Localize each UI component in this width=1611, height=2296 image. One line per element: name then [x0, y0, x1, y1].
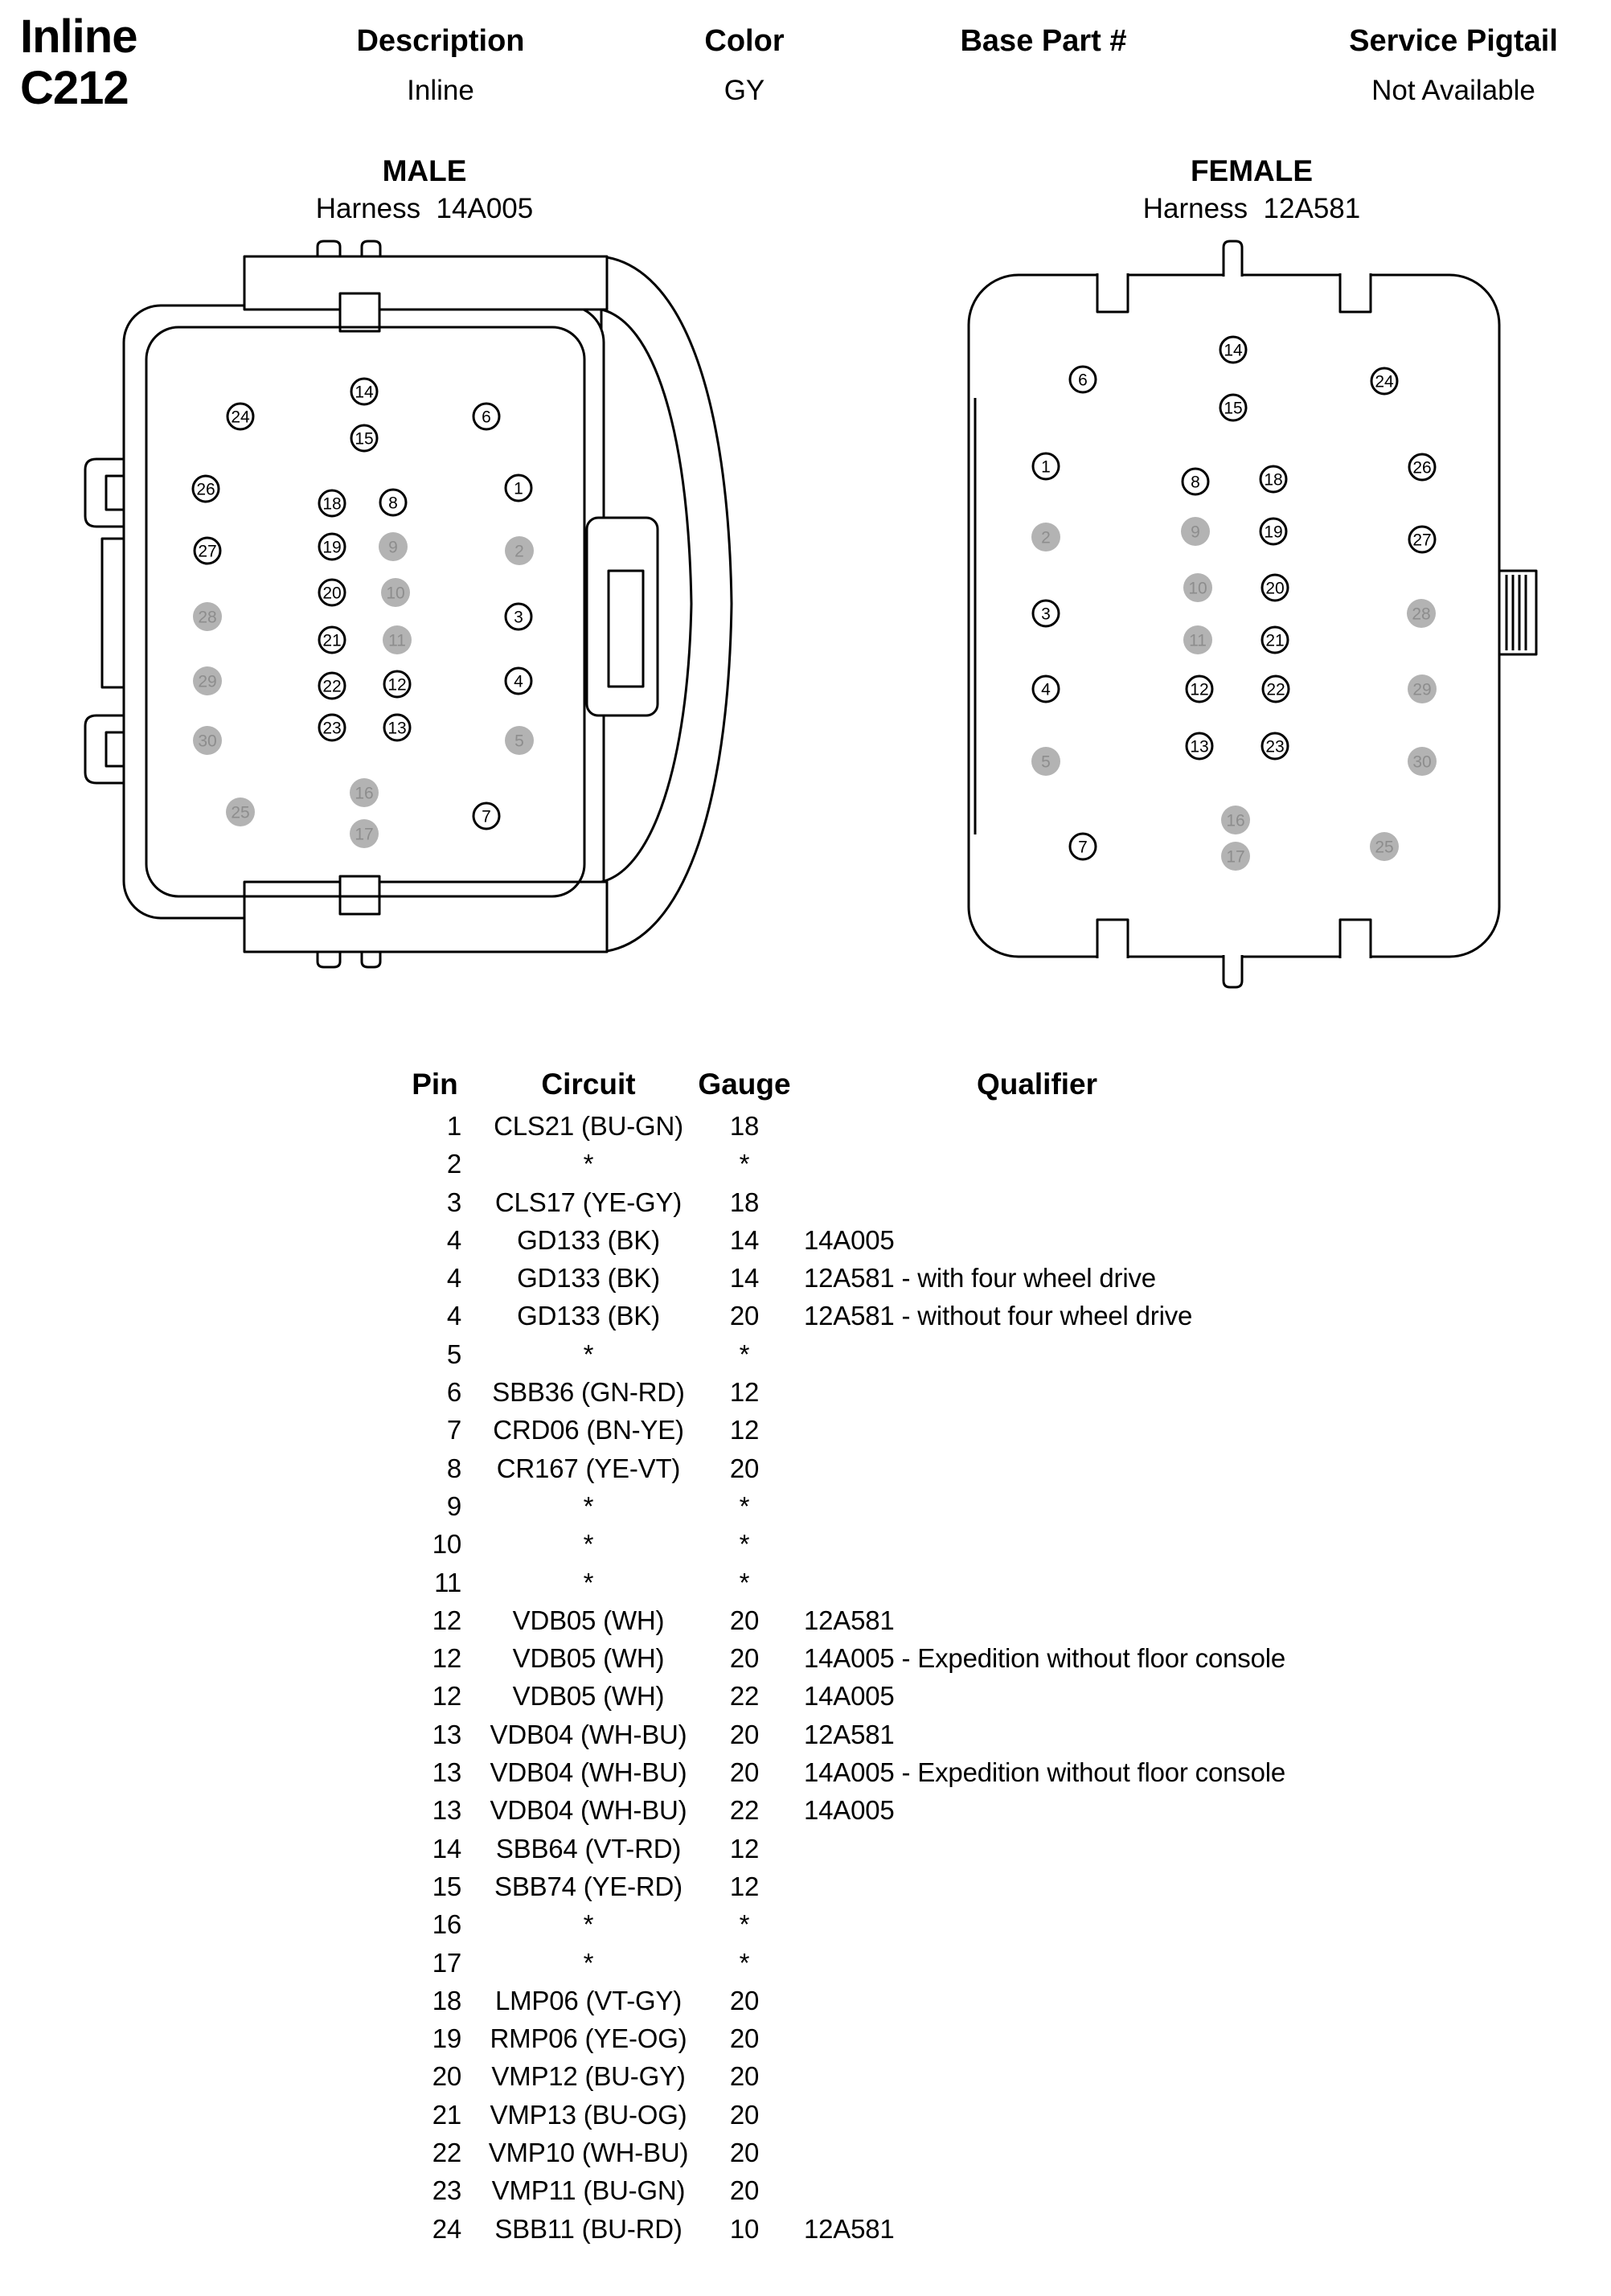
male-pin-16: [350, 778, 379, 807]
circuit-cell: CR167 (YE-VT): [496, 1453, 681, 1483]
qualifier-cell: 12A581 - without four wheel drive: [804, 1301, 1193, 1331]
table-row: [386, 1605, 1527, 1643]
female-pin-15: [1220, 395, 1246, 420]
svg-text:3: 3: [1041, 605, 1051, 624]
gauge-cell: *: [739, 1529, 750, 1560]
svg-text:6: 6: [1078, 371, 1088, 390]
svg-text:12: 12: [387, 675, 407, 695]
qualifier-cell: 12A581: [804, 1605, 895, 1635]
qualifier-cell: 14A005 - Expedition without floor console: [804, 1757, 1286, 1788]
svg-text:8: 8: [388, 494, 398, 513]
circuit-cell: VMP13 (BU-OG): [490, 2099, 687, 2130]
pin-cell: 18: [432, 1985, 461, 2015]
svg-text:17: 17: [1226, 847, 1245, 867]
male-pin-3: [506, 604, 531, 629]
table-row: [386, 1149, 1527, 1187]
female-pin-13: [1187, 733, 1212, 759]
table-row: [386, 1757, 1527, 1795]
female-pin-21: [1262, 627, 1288, 653]
gauge-cell: *: [739, 1339, 750, 1369]
table-row: [386, 1453, 1527, 1491]
svg-text:4: 4: [514, 672, 523, 691]
pin-cell: 23: [432, 2175, 461, 2206]
color-label: Color: [704, 24, 785, 58]
gauge-cell: *: [739, 1149, 750, 1179]
svg-text:24: 24: [1375, 372, 1394, 392]
circuit-cell: *: [583, 1490, 594, 1521]
svg-text:6: 6: [482, 408, 491, 427]
pin-cell: 3: [446, 1187, 461, 1217]
male-pin-20: [319, 580, 345, 605]
table-row: [386, 1795, 1527, 1833]
svg-text:10: 10: [1188, 579, 1207, 598]
svg-text:29: 29: [1412, 680, 1432, 699]
pin-cell: 11: [434, 1567, 461, 1597]
svg-text:26: 26: [1412, 458, 1432, 478]
pin-cell: 24: [432, 2213, 461, 2244]
base-part-label: Base Part #: [960, 24, 1127, 58]
connector-id-line2: C212: [20, 62, 129, 114]
table-row: [386, 1909, 1527, 1947]
female-pin-25: [1370, 832, 1399, 861]
female-pin-23: [1262, 733, 1288, 759]
svg-text:28: 28: [198, 608, 217, 627]
svg-text:16: 16: [1226, 811, 1245, 830]
female-pin-27: [1409, 527, 1435, 552]
svg-text:14: 14: [1224, 341, 1243, 360]
male-pin-10: [381, 578, 410, 607]
svg-text:11: 11: [388, 631, 406, 650]
male-pin-28: [193, 602, 222, 631]
service-pigtail-label: Service Pigtail: [1349, 24, 1558, 58]
gauge-cell: 20: [729, 1757, 760, 1788]
table-row: [386, 1986, 1527, 2023]
svg-text:14: 14: [355, 383, 374, 402]
table-row: [386, 2061, 1527, 2099]
pin-cell: 4: [446, 1224, 461, 1255]
gauge-cell: 20: [729, 1719, 760, 1749]
svg-text:22: 22: [322, 677, 342, 696]
female-harness: Harness 12A581: [1142, 193, 1361, 224]
female-pin-10: [1183, 573, 1212, 602]
gauge-cell: *: [739, 1567, 750, 1597]
circuit-cell: *: [583, 1947, 594, 1978]
gauge-cell: 20: [729, 1453, 760, 1483]
circuit-cell: VDB04 (WH-BU): [490, 1719, 687, 1749]
svg-text:23: 23: [1265, 737, 1285, 756]
svg-text:2: 2: [514, 542, 524, 561]
svg-text:18: 18: [322, 494, 342, 514]
circuit-cell: VMP10 (WH-BU): [488, 2138, 689, 2168]
gauge-cell: 18: [729, 1187, 760, 1217]
pin-cell: 13: [432, 1757, 461, 1788]
table-row: [386, 1263, 1527, 1301]
svg-text:21: 21: [322, 631, 342, 650]
pin-cell: 4: [446, 1263, 461, 1294]
table-row: [386, 2023, 1527, 2061]
circuit-cell: SBB74 (YE-RD): [494, 1871, 683, 1901]
male-pin-11: [383, 625, 412, 654]
pin-cell: 1: [446, 1111, 461, 1141]
table-row: [386, 1681, 1527, 1719]
female-title: FEMALE: [1190, 154, 1314, 187]
female-pin-16: [1221, 806, 1250, 834]
pin-cell: 20: [432, 2061, 461, 2092]
circuit-cell: VDB05 (WH): [512, 1605, 665, 1635]
svg-text:2: 2: [1041, 528, 1051, 547]
gauge-cell: 14: [729, 1263, 760, 1294]
svg-text:1: 1: [514, 479, 523, 498]
pin-cell: 6: [446, 1377, 461, 1408]
svg-text:5: 5: [514, 732, 524, 751]
male-harness: Harness 14A005: [315, 193, 534, 224]
svg-text:10: 10: [386, 584, 405, 603]
circuit-cell: *: [583, 1529, 594, 1560]
gauge-cell: 20: [729, 2061, 760, 2092]
table-row: [386, 1491, 1527, 1529]
table-row: [386, 2214, 1527, 2252]
male-pin-4: [506, 668, 531, 694]
male-pin-9: [379, 532, 408, 561]
circuit-cell: *: [583, 1149, 594, 1179]
male-top-bar: [244, 256, 607, 310]
male-top-tab: [340, 293, 379, 331]
gauge-cell: 14: [729, 1224, 760, 1255]
svg-text:21: 21: [1265, 631, 1285, 650]
svg-text:30: 30: [1412, 752, 1432, 772]
svg-text:20: 20: [322, 584, 342, 603]
male-pin-29: [193, 666, 222, 695]
svg-text:20: 20: [1265, 579, 1285, 598]
male-pin-30: [193, 726, 222, 755]
header-col-base-part: [867, 24, 1220, 75]
table-row: [386, 1377, 1527, 1415]
circuit-cell: VMP12 (BU-GY): [491, 2061, 686, 2092]
male-pin-26: [193, 476, 219, 502]
svg-text:7: 7: [482, 807, 491, 826]
male-pin-17: [350, 819, 379, 848]
gauge-cell: 18: [729, 1111, 760, 1141]
female-pin-1: [1033, 453, 1059, 479]
male-pin-6: [473, 404, 499, 429]
circuit-cell: GD133 (BK): [517, 1301, 660, 1331]
table-row: [386, 2100, 1527, 2138]
connector-id: [20, 11, 137, 114]
qualifier-cell: 14A005: [804, 1795, 895, 1826]
connector-id-line1: Inline: [20, 10, 137, 63]
pin-cell: 22: [432, 2138, 461, 2168]
circuit-cell: VDB04 (WH-BU): [490, 1757, 687, 1788]
svg-text:28: 28: [1412, 605, 1431, 624]
female-connector-diagram: [908, 233, 1568, 989]
circuit-cell: CLS21 (BU-GN): [494, 1111, 683, 1141]
female-pin-17: [1221, 842, 1250, 871]
male-pin-12: [384, 671, 410, 697]
pin-cell: 2: [446, 1149, 461, 1179]
table-row: [386, 1720, 1527, 1757]
gauge-cell: *: [739, 1490, 750, 1521]
pin-cell: 8: [446, 1453, 461, 1483]
female-pin-4: [1033, 676, 1059, 702]
qualifier-cell: 12A581: [804, 2213, 895, 2244]
male-pin-21: [319, 627, 345, 653]
table-row: [386, 1111, 1527, 1149]
gauge-cell: 10: [729, 2213, 760, 2244]
female-pin-14: [1220, 337, 1246, 363]
pin-cell: 13: [432, 1719, 461, 1749]
pin-cell: 21: [432, 2099, 461, 2130]
circuit-cell: CLS17 (YE-GY): [494, 1187, 683, 1217]
female-pin-7: [1070, 834, 1096, 859]
svg-text:13: 13: [387, 719, 407, 738]
pin-cell: 15: [432, 1871, 461, 1901]
table-row: [386, 2138, 1527, 2175]
pin-cell: 4: [446, 1301, 461, 1331]
svg-text:17: 17: [355, 825, 374, 844]
svg-text:15: 15: [355, 429, 374, 449]
female-pin-5: [1031, 747, 1060, 776]
female-pin-30: [1408, 747, 1437, 776]
male-pin-24: [228, 404, 253, 429]
gauge-cell: 22: [729, 1681, 760, 1712]
gauge-cell: 12: [729, 1415, 760, 1445]
qualifier-cell: 14A005 - Expedition without floor console: [804, 1643, 1286, 1674]
gauge-cell: 20: [729, 2099, 760, 2130]
table-row: [386, 1225, 1527, 1263]
table-row: [386, 1187, 1527, 1225]
gauge-cell: 20: [729, 1605, 760, 1635]
circuit-cell: RMP06 (YE-OG): [490, 2023, 687, 2054]
svg-text:15: 15: [1224, 399, 1243, 418]
female-pin-11: [1183, 625, 1212, 654]
svg-text:8: 8: [1191, 473, 1200, 492]
female-bottom-tab: [1224, 955, 1242, 987]
circuit-cell: GD133 (BK): [517, 1263, 660, 1294]
male-pin-2: [505, 536, 534, 565]
male-pin-27: [195, 538, 220, 564]
male-title: MALE: [382, 154, 467, 187]
color-value: GY: [724, 75, 765, 106]
female-pin-8: [1183, 469, 1208, 494]
circuit-header: Circuit: [541, 1068, 636, 1101]
circuit-cell: VMP11 (BU-GN): [491, 2175, 686, 2206]
gauge-cell: *: [739, 1909, 750, 1940]
male-pin-13: [384, 715, 410, 740]
table-row: [386, 2175, 1527, 2213]
gauge-cell: 12: [729, 1871, 760, 1901]
female-pin-18: [1261, 466, 1286, 492]
pin-cell: 7: [446, 1415, 461, 1445]
table-row: [386, 1948, 1527, 1986]
qualifier-header: Qualifier: [976, 1068, 1098, 1101]
male-pin-22: [319, 673, 345, 699]
svg-text:7: 7: [1078, 838, 1088, 857]
gauge-cell: 20: [729, 2138, 760, 2168]
table-row: [386, 1834, 1527, 1872]
female-pin-3: [1033, 601, 1059, 626]
svg-text:9: 9: [388, 538, 398, 557]
gauge-cell: 12: [729, 1377, 760, 1408]
male-connector-diagram: [48, 233, 820, 989]
header-col-service-pigtail: [1277, 24, 1611, 107]
pin-cell: 12: [432, 1681, 461, 1712]
male-pin-14: [351, 379, 377, 404]
svg-text:1: 1: [1041, 457, 1051, 477]
service-pigtail-value: Not Available: [1371, 75, 1535, 106]
circuit-cell: CRD06 (BN-YE): [493, 1415, 684, 1445]
qualifier-cell: 14A005: [804, 1224, 895, 1255]
male-pin-5: [505, 726, 534, 755]
pin-cell: 12: [432, 1643, 461, 1674]
male-pin-23: [319, 715, 345, 740]
pin-cell: 5: [446, 1339, 461, 1369]
qualifier-cell: 14A005: [804, 1681, 895, 1712]
table-row: [386, 1643, 1527, 1681]
male-pin-15: [351, 425, 377, 451]
svg-text:9: 9: [1191, 523, 1200, 542]
pin-cell: 14: [432, 1833, 461, 1863]
circuit-cell: SBB11 (BU-RD): [494, 2213, 683, 2244]
table-row: [386, 1872, 1527, 1909]
svg-text:5: 5: [1041, 752, 1051, 772]
qualifier-cell: 12A581 - with four wheel drive: [804, 1263, 1156, 1294]
female-pin-12: [1187, 676, 1212, 702]
svg-text:22: 22: [1266, 680, 1285, 699]
gauge-cell: 20: [729, 2023, 760, 2054]
table-row: [386, 1301, 1527, 1339]
female-pin-29: [1408, 674, 1437, 703]
svg-text:16: 16: [355, 784, 374, 803]
circuit-cell: *: [583, 1909, 594, 1940]
circuit-cell: *: [583, 1339, 594, 1369]
female-pin-2: [1031, 523, 1060, 551]
description-value: Inline: [407, 75, 474, 106]
svg-text:27: 27: [198, 542, 217, 561]
gauge-cell: *: [739, 1947, 750, 1978]
gauge-cell: 22: [729, 1795, 760, 1826]
pin-cell: 13: [432, 1795, 461, 1826]
svg-text:18: 18: [1264, 470, 1283, 490]
svg-text:23: 23: [322, 719, 342, 738]
svg-text:30: 30: [198, 732, 217, 751]
circuit-cell: GD133 (BK): [517, 1224, 660, 1255]
description-label: Description: [356, 24, 525, 58]
male-pin-1: [506, 475, 531, 501]
gauge-cell: 20: [729, 2175, 760, 2206]
female-pin-9: [1181, 517, 1210, 546]
svg-text:29: 29: [198, 672, 217, 691]
female-top-tab: [1224, 241, 1242, 277]
svg-text:27: 27: [1412, 531, 1432, 550]
female-latch: [1499, 571, 1536, 654]
svg-text:19: 19: [1264, 523, 1283, 542]
gauge-cell: 20: [729, 1643, 760, 1674]
circuit-cell: VDB04 (WH-BU): [490, 1795, 687, 1826]
header-col-description: [264, 24, 617, 107]
svg-text:13: 13: [1190, 737, 1209, 756]
svg-text:25: 25: [1375, 838, 1394, 857]
pin-cell: 12: [432, 1605, 461, 1635]
male-bottom-bar: [244, 882, 607, 952]
pin-header: Pin: [412, 1068, 458, 1101]
pin-cell: 16: [432, 1909, 461, 1940]
pin-cell: 17: [432, 1947, 461, 1978]
svg-text:12: 12: [1190, 680, 1209, 699]
circuit-cell: VDB05 (WH): [512, 1643, 665, 1674]
female-pin-20: [1262, 575, 1288, 601]
table-row: [386, 1529, 1527, 1567]
table-row: [386, 1339, 1527, 1377]
female-pin-26: [1409, 454, 1435, 480]
svg-text:11: 11: [1189, 631, 1207, 650]
pin-cell: 10: [432, 1529, 461, 1560]
circuit-cell: LMP06 (VT-GY): [494, 1985, 683, 2015]
qualifier-cell: 12A581: [804, 1719, 895, 1749]
svg-text:4: 4: [1041, 680, 1051, 699]
female-pin-6: [1070, 367, 1096, 392]
male-pin-18: [319, 490, 345, 516]
male-pin-8: [380, 490, 406, 515]
circuit-cell: SBB36 (GN-RD): [492, 1377, 685, 1408]
circuit-cell: VDB05 (WH): [512, 1681, 665, 1712]
pin-table-header: [386, 1068, 1383, 1101]
pin-cell: 9: [446, 1490, 461, 1521]
svg-text:3: 3: [514, 608, 523, 627]
female-pin-28: [1407, 599, 1436, 628]
pin-cell: 19: [432, 2023, 461, 2054]
svg-text:26: 26: [196, 480, 215, 499]
male-pin-25: [226, 797, 255, 826]
table-row: [386, 1415, 1527, 1453]
gauge-cell: 20: [729, 1301, 760, 1331]
pin-table-rows: [386, 1111, 1527, 2252]
male-pin-7: [473, 803, 499, 829]
gauge-header: Gauge: [698, 1068, 791, 1101]
circuit-cell: *: [583, 1567, 594, 1597]
female-pin-24: [1371, 368, 1397, 394]
table-row: [386, 1568, 1527, 1605]
male-pin-19: [319, 534, 345, 560]
gauge-cell: 20: [729, 1985, 760, 2015]
svg-text:19: 19: [322, 538, 342, 557]
circuit-cell: SBB64 (VT-RD): [495, 1833, 682, 1863]
female-pin-19: [1261, 519, 1286, 544]
svg-text:25: 25: [231, 803, 250, 822]
svg-text:24: 24: [231, 408, 250, 427]
gauge-cell: 12: [729, 1833, 760, 1863]
female-pin-22: [1263, 676, 1289, 702]
